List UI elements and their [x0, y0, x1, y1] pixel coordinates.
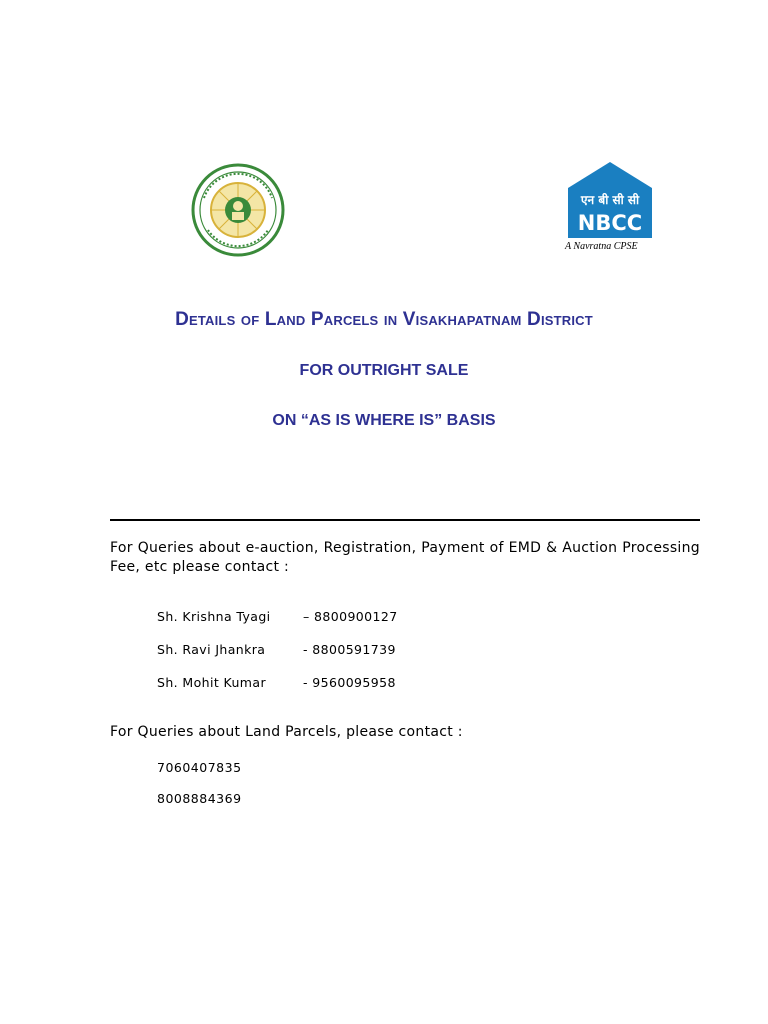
auction-queries-text: For Queries about e-auction, Registration, Payment of EMD & Auction Processing Fee, etc please contact : — [110, 540, 700, 575]
ap-government-seal-logo — [190, 160, 286, 260]
nbcc-logo-devanagari: एन बी सी सी — [580, 193, 640, 207]
contact-row — [157, 609, 398, 624]
contact-phone: 9560095958 — [312, 675, 396, 690]
nbcc-logo-text: NBCC — [577, 211, 643, 235]
contact-separator: - — [303, 675, 313, 690]
document-subtitle-basis: ON “AS IS WHERE IS” BASIS — [272, 412, 496, 429]
document-subtitle-sale: FOR OUTRIGHT SALE — [299, 362, 469, 379]
contact-name: Sh. Krishna Tyagi — [157, 609, 271, 624]
land-queries-text: For Queries about Land Parcels, please contact : — [110, 724, 463, 740]
contact-name: Sh. Ravi Jhankra — [157, 642, 266, 657]
contact-phone: 8800900127 — [314, 609, 398, 624]
contact-separator: - — [303, 642, 313, 657]
land-contact-phone: 7060407835 — [157, 760, 242, 775]
contact-phone: 8800591739 — [312, 642, 396, 657]
nbcc-tagline: A Navratna CPSE — [565, 241, 638, 252]
document-title: Details of Land Parcels in Visakhapatnam District — [175, 309, 593, 330]
land-contact-phone: 8008884369 — [157, 791, 242, 806]
contact-name: Sh. Mohit Kumar — [157, 675, 266, 690]
section-divider — [110, 519, 700, 521]
contact-separator: – — [303, 609, 315, 624]
contact-row — [157, 675, 396, 690]
contact-row — [157, 642, 396, 657]
